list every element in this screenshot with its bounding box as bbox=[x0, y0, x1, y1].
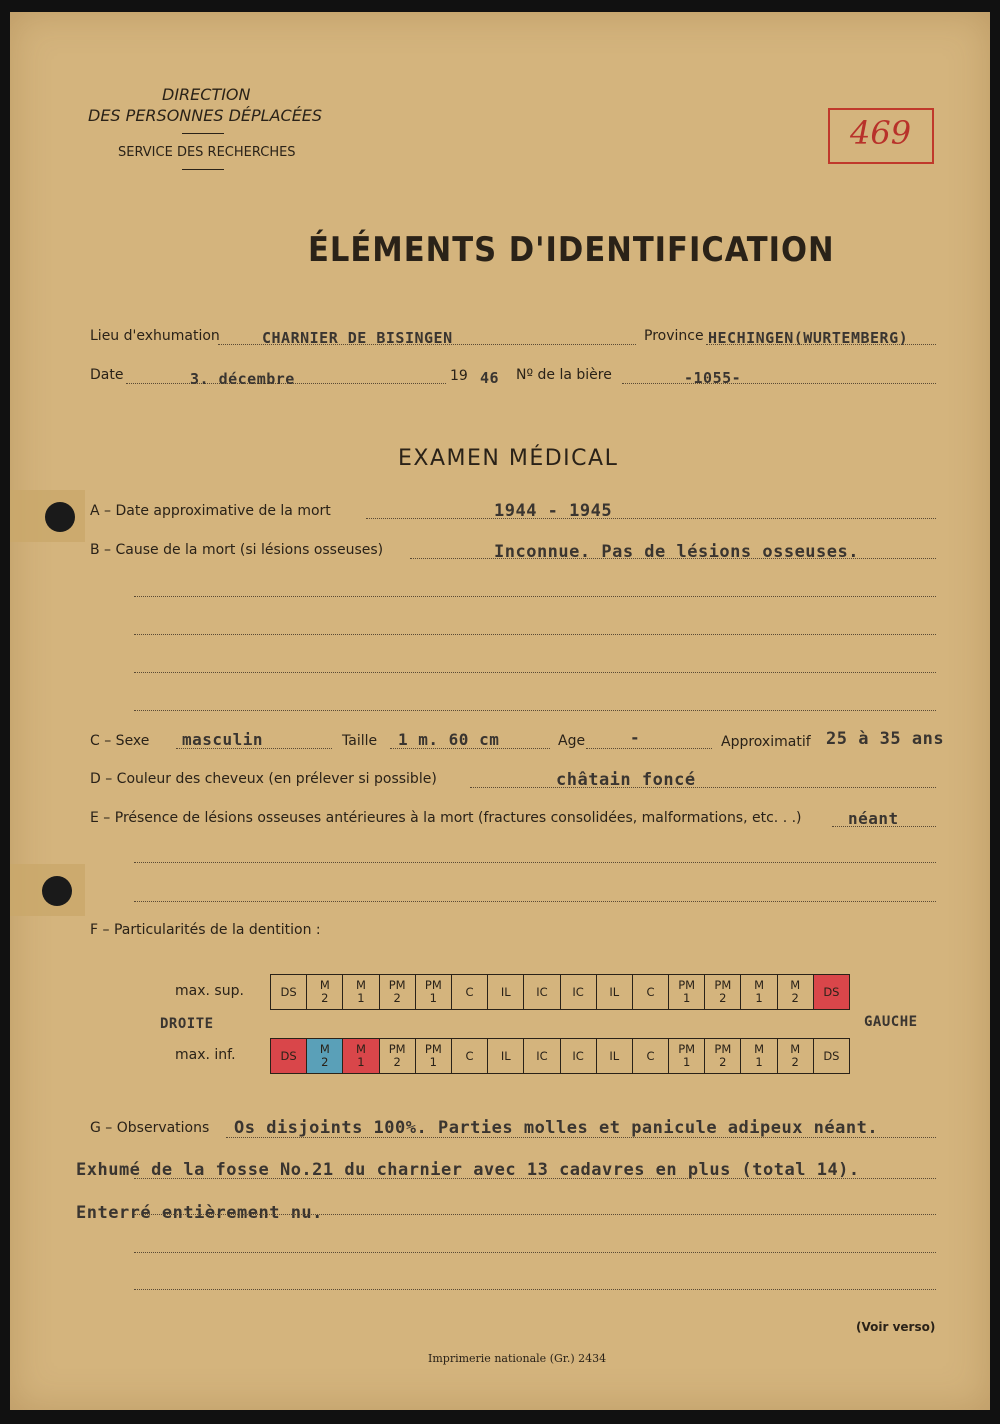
tooth-cell bbox=[777, 975, 813, 1010]
tooth-code: M bbox=[319, 1042, 330, 1056]
obs-line-2: Exhumé de la fosse No.21 du charnier avec 13 cadavres en plus (total 14). bbox=[76, 1160, 860, 1180]
tooth-code: IC bbox=[536, 1048, 548, 1063]
tooth-code: PM bbox=[678, 1042, 696, 1056]
tooth-code: PM bbox=[714, 978, 732, 992]
date-value: 3. décembre bbox=[190, 370, 295, 388]
tooth-code: C bbox=[465, 984, 474, 999]
tooth-code: IL bbox=[609, 1048, 620, 1063]
tooth-cell bbox=[632, 975, 668, 1010]
tooth-cell bbox=[777, 1039, 813, 1074]
tooth-number: 2 bbox=[719, 1055, 727, 1069]
tooth-number: 2 bbox=[393, 1055, 401, 1069]
tooth-cell bbox=[669, 975, 705, 1010]
e-label: E – Présence de lésions osseuses antérieures à la mort (fractures consolidées, malformations, etc. . .) bbox=[90, 810, 802, 826]
tooth-cell bbox=[632, 1039, 668, 1074]
tooth-cell bbox=[451, 975, 487, 1010]
e-line-2 bbox=[134, 862, 936, 863]
tooth-code: PM bbox=[388, 978, 406, 992]
tooth-cell bbox=[415, 975, 451, 1010]
gauche-label: GAUCHE bbox=[864, 1014, 918, 1030]
b-line-2 bbox=[134, 596, 936, 597]
voir-verso: (Voir verso) bbox=[856, 1320, 936, 1334]
province-value: HECHINGEN(WURTEMBERG) bbox=[708, 329, 909, 347]
b-line-3 bbox=[134, 634, 936, 635]
e-line-3 bbox=[134, 901, 936, 902]
a-label: A – Date approximative de la mort bbox=[90, 503, 331, 519]
tooth-cell bbox=[488, 1039, 524, 1074]
e-value: néant bbox=[848, 809, 899, 828]
obs-line-3: Enterré entièrement nu. bbox=[76, 1203, 323, 1223]
tooth-cell bbox=[813, 1039, 849, 1074]
obs-dots-5 bbox=[134, 1289, 936, 1290]
age-label: Age bbox=[558, 733, 586, 749]
upper-teeth-chart bbox=[270, 974, 850, 1010]
tooth-code: M bbox=[319, 978, 330, 992]
sexe-value: masculin bbox=[182, 730, 264, 749]
file-number-stamp bbox=[828, 108, 934, 164]
header-personnes: DES PERSONNES DÉPLACÉES bbox=[88, 106, 323, 125]
b-value: Inconnue. Pas de lésions osseuses. bbox=[494, 542, 859, 562]
form-page bbox=[10, 12, 990, 1410]
tooth-number: 1 bbox=[429, 991, 437, 1005]
tooth-code: IC bbox=[536, 984, 548, 999]
date-label: Date bbox=[90, 367, 124, 383]
tooth-cell bbox=[343, 1039, 379, 1074]
tooth-number: 2 bbox=[791, 1055, 799, 1069]
tooth-code: M bbox=[790, 978, 801, 992]
obs-dots-3 bbox=[134, 1214, 936, 1215]
approx-value: 25 à 35 ans bbox=[826, 729, 945, 749]
tooth-cell bbox=[343, 975, 379, 1010]
tooth-code: IC bbox=[572, 1048, 584, 1063]
tooth-number: 2 bbox=[321, 1055, 329, 1069]
lieu-label: Lieu d'exhumation bbox=[90, 328, 220, 344]
b-line-5 bbox=[134, 710, 936, 711]
d-label: D – Couleur des cheveux (en prélever si possible) bbox=[90, 771, 437, 787]
tooth-cell bbox=[271, 975, 307, 1010]
file-number: 469 bbox=[850, 114, 912, 152]
tooth-cell bbox=[524, 975, 560, 1010]
tooth-code: DS bbox=[280, 984, 297, 999]
tooth-number: 2 bbox=[321, 991, 329, 1005]
age-value: - bbox=[630, 728, 641, 747]
tooth-code: IL bbox=[609, 984, 620, 999]
obs-dots-2 bbox=[134, 1178, 936, 1179]
tooth-number: 1 bbox=[755, 1055, 763, 1069]
tooth-number: 2 bbox=[719, 991, 727, 1005]
max-sup-label: max. sup. bbox=[175, 983, 244, 999]
tooth-code: PM bbox=[388, 1042, 406, 1056]
punch-hole-top bbox=[45, 502, 75, 532]
tooth-code: DS bbox=[280, 1048, 297, 1063]
tooth-cell bbox=[596, 1039, 632, 1074]
tooth-number: 2 bbox=[791, 991, 799, 1005]
tooth-cell bbox=[813, 975, 849, 1010]
tooth-code: M bbox=[754, 1042, 764, 1056]
b-label: B – Cause de la mort (si lésions osseuses) bbox=[90, 542, 384, 558]
tooth-cell bbox=[379, 1039, 415, 1074]
section-title: EXAMEN MÉDICAL bbox=[398, 446, 619, 471]
tooth-number: 2 bbox=[393, 991, 401, 1005]
tooth-code: M bbox=[790, 1042, 801, 1056]
biere-dots bbox=[622, 383, 936, 384]
page-title: ÉLÉMENTS D'IDENTIFICATION bbox=[308, 230, 835, 270]
tooth-cell bbox=[379, 975, 415, 1010]
lieu-value: CHARNIER DE BISINGEN bbox=[262, 329, 453, 347]
tooth-cell bbox=[307, 1039, 343, 1074]
tooth-number: 1 bbox=[682, 1055, 691, 1069]
obs-dots-4 bbox=[134, 1252, 936, 1253]
tooth-cell bbox=[307, 975, 343, 1010]
taille-value: 1 m. 60 cm bbox=[398, 730, 500, 749]
punch-hole-bottom bbox=[42, 876, 72, 906]
d-value: châtain foncé bbox=[556, 770, 696, 790]
b-line-4 bbox=[134, 672, 936, 673]
c-label: C – Sexe bbox=[90, 733, 150, 749]
imprimerie-note: Imprimerie nationale (Gr.) 2434 bbox=[428, 1352, 607, 1365]
tooth-code: DS bbox=[823, 984, 840, 999]
taille-label: Taille bbox=[342, 733, 378, 749]
tooth-code: C bbox=[646, 1048, 655, 1063]
tooth-code: PM bbox=[424, 1042, 442, 1056]
g-label: G – Observations bbox=[90, 1120, 210, 1136]
tooth-cell bbox=[705, 1039, 741, 1074]
tooth-cell bbox=[596, 975, 632, 1010]
tooth-cell bbox=[560, 1039, 596, 1074]
year-value: 46 bbox=[480, 369, 500, 387]
header-direction: DIRECTION bbox=[162, 85, 251, 104]
obs-line-1: Os disjoints 100%. Parties molles et panicule adipeux néant. bbox=[234, 1118, 879, 1138]
tooth-cell bbox=[705, 975, 741, 1010]
tooth-code: M bbox=[356, 1042, 366, 1056]
age-dots bbox=[586, 748, 712, 749]
f-label: F – Particularités de la dentition : bbox=[90, 922, 321, 938]
tooth-cell bbox=[524, 1039, 560, 1074]
tooth-cell bbox=[488, 975, 524, 1010]
biere-value: -1055- bbox=[684, 369, 742, 387]
tooth-cell bbox=[741, 1039, 777, 1074]
tooth-code: IL bbox=[500, 984, 511, 999]
tooth-code: C bbox=[465, 1048, 474, 1063]
biere-label: Nº de la bière bbox=[516, 367, 612, 383]
header-service: SERVICE DES RECHERCHES bbox=[118, 145, 296, 160]
tooth-code: PM bbox=[678, 978, 696, 992]
obs-dots-1 bbox=[226, 1137, 936, 1138]
province-label: Province bbox=[644, 328, 704, 344]
tooth-number: 1 bbox=[357, 991, 365, 1005]
header-rule-2 bbox=[182, 169, 224, 170]
tooth-code: M bbox=[754, 978, 764, 992]
a-dots bbox=[366, 518, 936, 519]
tooth-cell bbox=[669, 1039, 705, 1074]
tooth-number: 1 bbox=[682, 991, 691, 1005]
tooth-cell bbox=[741, 975, 777, 1010]
tooth-cell bbox=[560, 975, 596, 1010]
tooth-code: DS bbox=[823, 1048, 840, 1063]
tooth-code: IL bbox=[500, 1048, 511, 1063]
tooth-cell bbox=[415, 1039, 451, 1074]
tooth-cell bbox=[451, 1039, 487, 1074]
droite-label: DROITE bbox=[160, 1016, 214, 1032]
tooth-number: 1 bbox=[755, 991, 763, 1005]
tooth-cell bbox=[271, 1039, 307, 1074]
header-rule-1 bbox=[182, 133, 224, 134]
tooth-code: PM bbox=[714, 1042, 732, 1056]
max-inf-label: max. inf. bbox=[175, 1047, 236, 1063]
tooth-number: 1 bbox=[429, 1055, 437, 1069]
d-dots bbox=[470, 787, 936, 788]
lower-teeth-chart bbox=[270, 1038, 850, 1074]
tooth-code: IC bbox=[572, 984, 584, 999]
tooth-number: 1 bbox=[357, 1055, 365, 1069]
tooth-code: PM bbox=[424, 978, 442, 992]
tooth-code: M bbox=[356, 978, 366, 992]
year-prefix: 19 bbox=[450, 368, 468, 384]
tooth-code: C bbox=[646, 984, 655, 999]
approx-label: Approximatif bbox=[721, 734, 811, 750]
a-value: 1944 - 1945 bbox=[494, 501, 613, 521]
